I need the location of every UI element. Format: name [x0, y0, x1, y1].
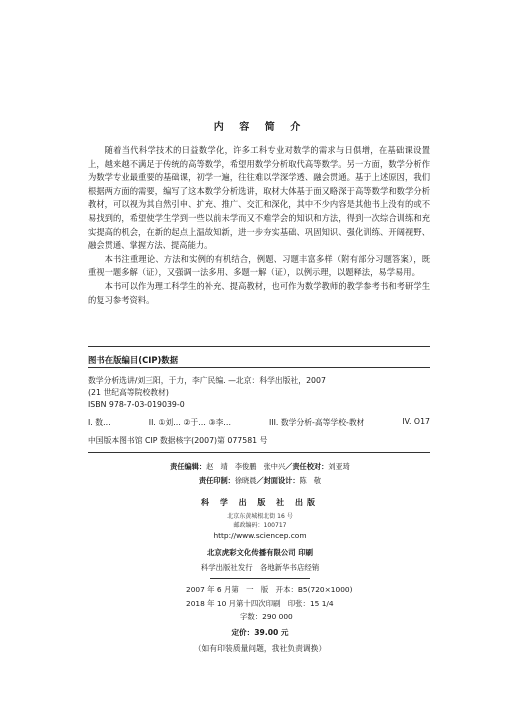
cip-class-item: IV. O17 [402, 417, 430, 426]
divider-top [88, 346, 430, 347]
intro-paragraph: 本书注重理论、方法和实例的有机结合，例题、习题丰富多样（附有部分习题答案），既重视一题多解（证），又强调一法多用、多题一解（证），以例示理，以题释法，易学易用。 [88, 253, 430, 278]
intro-body [88, 144, 430, 307]
cip-line: (21 世纪高等院校教材) [88, 387, 169, 397]
divider-bottom [88, 452, 430, 453]
publisher-name: 科 学 出 版 社 出版 [201, 498, 319, 507]
credits-line-production [0, 476, 520, 486]
credit-value: 徐晓晨 [234, 476, 257, 485]
credit-label: ／封面设计： [256, 476, 300, 485]
publisher-address: 北京东黄城根北街 16 号 [227, 513, 293, 520]
intro-paragraph: 本书可以作为理工科学生的补充、提高教材，也可作为数学教师的教学参考书和考研学生的复习参考资料。 [88, 280, 430, 305]
cip-class-item: III. 数学分析-高等学校-教材 [268, 418, 365, 427]
credits-line-editors [0, 462, 520, 472]
credit-value: 刘亚琦 [328, 462, 350, 471]
credit-label: 责任印制： [198, 476, 235, 485]
intro-paragraph: 随着当代科学技术的日益数学化，许多工科专业对数学的需求与日俱增，在基础课设置上，越来越不满足于传统的高等数学，希望用数学分析取代高等数学。另一方面，数学分析作为数学专业最重要的基础课，初学一遍，往往难以学深学透、融会贯通。基于上述原因，我们根据两方面的需要，编写了这本数学分析选讲，取材大体基于面又略深于高等数学和数学分析教材，可以视为其自然引申、扩充、推广、交汇和深化，其中不少内容是其他书上没有的或不易找到的，希望使学生学到一些以前未学而又不难学会的知识和方法，得到一次综合训练和充实提高的机会，在新的起点上温故知新，进一步夯实基础、巩固知识、强化训练、开阔视野、融会贯通、掌握方法、提高能力。 [88, 145, 430, 251]
intro-title: 内 容 简 介 [213, 122, 307, 133]
publisher-postcode: 邮政编码：100717 [233, 522, 287, 529]
cip-record-lines [88, 375, 430, 410]
cip-class-item: II. ①刘… ②于… ③李… [148, 418, 232, 427]
cip-heading: 图书在版编目(CIP)数据 [88, 355, 179, 365]
printer-name: 北京虎彩文化传播有限公司 印刷 [206, 548, 314, 557]
cip-line: ISBN 978-7-03-019039-0 [88, 399, 185, 409]
divider-cip [88, 367, 430, 368]
quality-notice: （如有印装质量问题，我社负责调换） [193, 644, 327, 653]
distribution-line: 科学出版社发行 各地新华书店经销 [200, 563, 320, 572]
cip-line: 数学分析选讲/刘三阳，于力，李广民编. —北京：科学出版社，2007 [88, 376, 326, 385]
credit-value: 赵 靖 李俊鹏 张中兴 [206, 462, 286, 471]
credit-label: 责任编辑： [170, 462, 207, 471]
credit-label: ／责任校对： [285, 462, 329, 471]
cip-record-number: 中国版本图书馆 CIP 数据核字(2007)第 077581 号 [88, 436, 268, 445]
edition-current-print: 2018 年 10 月第十四次印刷 印张：15 1/4 [186, 599, 334, 608]
credit-value: 陈 敬 [299, 476, 322, 485]
cip-class-item: I. 数… [88, 418, 111, 427]
divider-short [210, 578, 310, 579]
edition-first: 2007 年 6 月第 一 版 开本：B5(720×1000) [186, 585, 353, 594]
publisher-website: http://www.sciencep.com [213, 531, 307, 540]
price: 定价：39.00 元 [231, 628, 289, 637]
edition-wordcount: 字数：290 000 [240, 612, 293, 621]
cip-classification [88, 417, 430, 428]
